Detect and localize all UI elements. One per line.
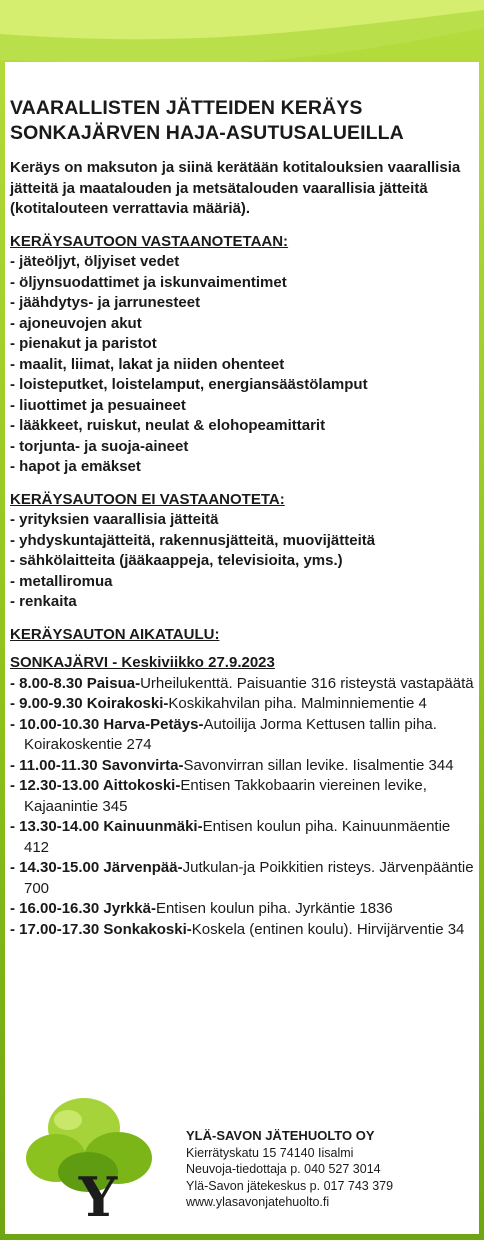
logo-letter: Y: [78, 1165, 118, 1222]
schedule-stop: [10, 920, 478, 941]
stop-time-place: - 11.00-11.30 Savonvirta-: [10, 756, 184, 774]
schedule-stop: [10, 817, 478, 858]
footer-contact: [186, 1128, 476, 1211]
stop-details: Entisen koulun piha. Jyrkäntie 1836: [155, 900, 393, 917]
page-title: [10, 96, 478, 146]
stop-details: Koskikahvilan piha. Malminniementie 4: [168, 695, 427, 712]
schedule-date: SONKAJÄRVI - Keskiviikko 27.9.2023: [10, 654, 275, 671]
accepted-item: - jäähdytys- ja jarrunesteet: [10, 294, 201, 311]
stop-time-place: - 10.00-10.30 Harva-Petäys-: [10, 715, 204, 733]
schedule-stop: [10, 776, 478, 817]
schedule-heading: KERÄYSAUTON AIKATAULU:: [10, 625, 220, 643]
rejected-item: - yhdyskuntajätteitä, rakennusjätteitä, muovijätteitä: [10, 531, 376, 549]
accepted-item: - öljynsuodattimet ja iskunvaimentimet: [10, 273, 287, 291]
schedule-stop: [10, 674, 478, 695]
stop-details: Koskela (entinen koulu). Hirvijärventie 34: [191, 920, 465, 938]
stop-details: Jutkulan-ja Poikkitien risteys. Järvenpääntie 700: [24, 859, 474, 897]
accepted-item: - pienakut ja paristot: [10, 335, 157, 352]
stop-details: Urheilukenttä. Paisuantie 316 risteystä vastapäätä: [140, 674, 474, 692]
main-content: [10, 96, 478, 940]
accepted-heading: KERÄYSAUTOON VASTAANOTETAAN:: [10, 232, 289, 250]
stop-time-place: - 9.00-9.30 Koirakoski-: [10, 695, 169, 712]
stop-details: Savonvirran sillan levike. Iisalmentie 344: [183, 756, 454, 774]
top-wave-decoration: [0, 0, 484, 70]
stop-details: Entisen koulun piha. Kainuunmäentie 412: [24, 818, 451, 856]
rejected-item: - renkaita: [10, 593, 77, 610]
schedule-stop: [10, 756, 478, 777]
accepted-item: - hapot ja emäkset: [10, 458, 141, 475]
rejected-item: - sähkölaitteita (jääkaappeja, televisioita, yms.): [10, 552, 343, 569]
schedule-list: [10, 674, 478, 941]
accepted-item: - liuottimet ja pesuaineet: [10, 396, 186, 414]
stop-time-place: - 14.30-15.00 Järvenpää-: [10, 859, 183, 876]
accepted-item: - ajoneuvojen akut: [10, 314, 142, 332]
center-phone: Ylä-Savon jätekeskus p. 017 743 379: [186, 1178, 394, 1193]
website-link[interactable]: www.ylasavonjatehuolto.fi: [186, 1195, 330, 1209]
rejected-heading: KERÄYSAUTOON EI VASTAANOTETA:: [10, 490, 285, 508]
schedule-stop: [10, 899, 478, 920]
accepted-item: - lääkkeet, ruiskut, neulat & elohopeamittarit: [10, 417, 326, 434]
tree-logo-icon: [22, 1092, 172, 1222]
company-name: YLÄ-SAVON JÄTEHUOLTO OY: [186, 1128, 375, 1143]
stop-time-place: - 16.00-16.30 Jyrkkä-: [10, 900, 156, 917]
title-line-2: SONKAJÄRVEN HAJA-ASUTUSALUEILLA: [10, 122, 404, 144]
accepted-list: [10, 252, 478, 478]
rejected-list: [10, 510, 478, 613]
stop-details: Entisen Takkobaarin viereinen levike, Kajaanintie 345: [24, 777, 427, 815]
accepted-item: - maalit, liimat, lakat ja niiden ohenteet: [10, 355, 285, 373]
stop-time-place: - 8.00-8.30 Paisua-: [10, 674, 141, 692]
rejected-item: - yrityksien vaarallisia jätteitä: [10, 511, 219, 528]
rejected-item: - metalliromua: [10, 572, 113, 590]
schedule-stop: [10, 694, 478, 715]
stop-time-place: - 13.30-14.00 Kainuunmäki-: [10, 818, 203, 835]
company-address: Kierrätyskatu 15 74140 Iisalmi: [186, 1145, 354, 1160]
title-line-1: VAARALLISTEN JÄTTEIDEN KERÄYS: [10, 97, 363, 119]
accepted-item: - jäteöljyt, öljyiset vedet: [10, 253, 180, 270]
schedule-stop: [10, 858, 478, 899]
accepted-item: - torjunta- ja suoja-aineet: [10, 437, 189, 455]
advice-phone: Neuvoja-tiedottaja p. 040 527 3014: [186, 1162, 381, 1176]
intro-text: Keräys on maksuton ja siinä kerätään kotitalouksien vaarallisia jätteitä ja maatalouden ja metsätalouden vaarallisia jätteitä (kotitalouteen verrattavia määriä).: [10, 159, 461, 217]
schedule-stop: [10, 715, 478, 756]
stop-details: Autoilija Jorma Kettusen tallin piha. Koirakoskentie 274: [24, 715, 437, 753]
accepted-item: - loisteputket, loistelamput, energiansäästölamput: [10, 376, 368, 393]
stop-time-place: - 12.30-13.00 Aittokoski-: [10, 777, 181, 794]
stop-time-place: - 17.00-17.30 Sonkakoski-: [10, 920, 192, 938]
